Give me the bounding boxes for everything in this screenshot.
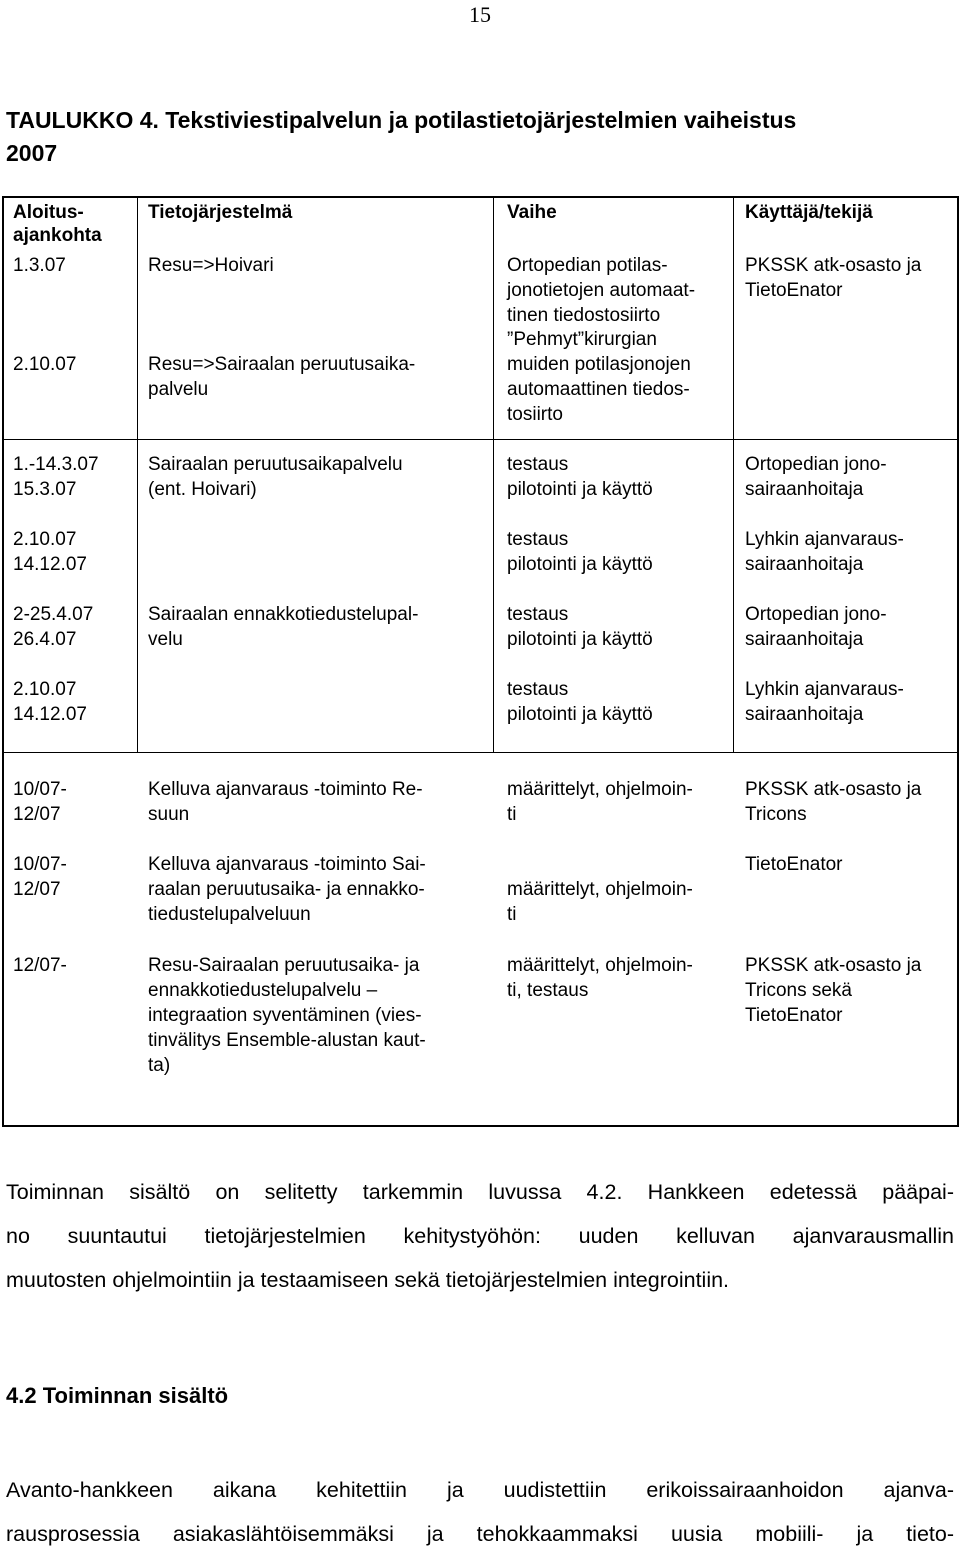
column-rule-1 — [137, 196, 138, 752]
table-cell: TietoEnator — [745, 854, 843, 875]
table-cell: 12/07- — [13, 955, 67, 976]
table-cell: testaus pilotointi ja käyttö — [507, 529, 653, 575]
table-border-left — [2, 196, 4, 1127]
table-cell: Resu-Sairaalan peruutusaika- ja ennakkotiedustelupalvelu – integraation syventäminen (vies- tinvälitys Ensemble-alustan kaut- ta) — [148, 955, 426, 1076]
section-heading: 4.2 Toiminnan sisältö — [6, 1383, 229, 1408]
table-cell: 10/07- 12/07 — [13, 854, 67, 900]
header-user: Käyttäjä/tekijä — [745, 202, 873, 223]
table-cell: PKSSK atk-osasto ja Tricons sekä TietoEnator — [745, 955, 922, 1026]
body-paragraph-2-line: Avanto-hankkeen aikana kehitettiin ja uudistettiin erikoissairaanhoidon ajanva- — [6, 1478, 954, 1502]
table-cell: Sairaalan peruutusaikapalvelu (ent. Hoivari) — [148, 454, 403, 500]
header-phase: Vaihe — [507, 202, 557, 223]
table-cell: PKSSK atk-osasto ja TietoEnator — [745, 255, 922, 301]
header-system: Tietojärjestelmä — [148, 202, 293, 223]
table-cell: Ortopedian jono- sairaanhoitaja — [745, 454, 887, 500]
group-divider-1 — [2, 439, 959, 440]
table-cell: testaus pilotointi ja käyttö — [507, 679, 653, 725]
table-cell: testaus pilotointi ja käyttö — [507, 604, 653, 650]
table-cell: määrittelyt, ohjelmoin- ti — [507, 879, 693, 925]
page-number: 15 — [469, 2, 491, 27]
table-cell: Kelluva ajanvaraus -toiminto Re- suun — [148, 779, 423, 825]
caption-line-2: 2007 — [6, 140, 58, 166]
table-caption — [6, 104, 936, 170]
schedule-table — [2, 196, 959, 1127]
header-start-date: Aloitus- ajankohta — [13, 202, 102, 246]
table-cell: 2.10.07 — [13, 354, 77, 375]
table-cell: 1.-14.3.07 15.3.07 — [13, 454, 99, 500]
table-border-top — [2, 196, 959, 198]
table-cell: 2-25.4.07 26.4.07 — [13, 604, 94, 650]
table-cell: Resu=>Sairaalan peruutusaika- palvelu — [148, 354, 416, 400]
table-cell: PKSSK atk-osasto ja Tricons — [745, 779, 922, 825]
table-cell: Resu=>Hoivari — [148, 255, 274, 276]
table-cell: Sairaalan ennakkotiedustelupal- velu — [148, 604, 419, 650]
table-cell: 2.10.07 14.12.07 — [13, 679, 87, 725]
table-cell: ”Pehmyt”kirurgian muiden potilasjonojen automaattinen tiedos- tosiirto — [507, 329, 691, 425]
table-cell: 1.3.07 — [13, 255, 66, 276]
table-cell: testaus pilotointi ja käyttö — [507, 454, 653, 500]
table-cell: Lyhkin ajanvaraus- sairaanhoitaja — [745, 679, 904, 725]
body-paragraph-1-line: no suuntautui tietojärjestelmien kehitystyöhön: uuden kelluvan ajanvarausmallin — [6, 1224, 954, 1248]
body-paragraph-2-line: rausprosessia asiakaslähtöisemmäksi ja tehokkaammaksi uusia mobiili- ja tieto- — [6, 1522, 954, 1546]
table-cell: 10/07- 12/07 — [13, 779, 67, 825]
table-cell: Kelluva ajanvaraus -toiminto Sai- raalan peruutusaika- ja ennakko- tiedustelupalveluun — [148, 854, 426, 925]
table-cell: 2.10.07 14.12.07 — [13, 529, 87, 575]
table-cell: Ortopedian potilas- jonotietojen automaat- tinen tiedostosiirto — [507, 255, 696, 326]
column-rule-3 — [733, 196, 734, 752]
column-rule-2 — [493, 196, 494, 752]
body-paragraph-1 — [6, 1170, 954, 1302]
table-border-right — [957, 196, 959, 1127]
body-paragraph-1-line: muutosten ohjelmointiin ja testaamiseen sekä tietojärjestelmien integrointiin. — [6, 1268, 730, 1292]
table-cell: määrittelyt, ohjelmoin- ti — [507, 779, 693, 825]
table-cell: Lyhkin ajanvaraus- sairaanhoitaja — [745, 529, 904, 575]
group-divider-2 — [2, 752, 959, 753]
table-cell: määrittelyt, ohjelmoin- ti, testaus — [507, 955, 693, 1001]
body-paragraph-1-line: Toiminnan sisältö on selitetty tarkemmin luvussa 4.2. Hankkeen edetessä pääpai- — [6, 1180, 954, 1204]
table-cell: Ortopedian jono- sairaanhoitaja — [745, 604, 887, 650]
body-paragraph-2 — [6, 1468, 954, 1556]
table-border-bottom — [2, 1125, 959, 1127]
caption-line-1: TAULUKKO 4. Tekstiviestipalvelun ja potilastietojärjestelmien vaiheistus — [6, 107, 797, 133]
